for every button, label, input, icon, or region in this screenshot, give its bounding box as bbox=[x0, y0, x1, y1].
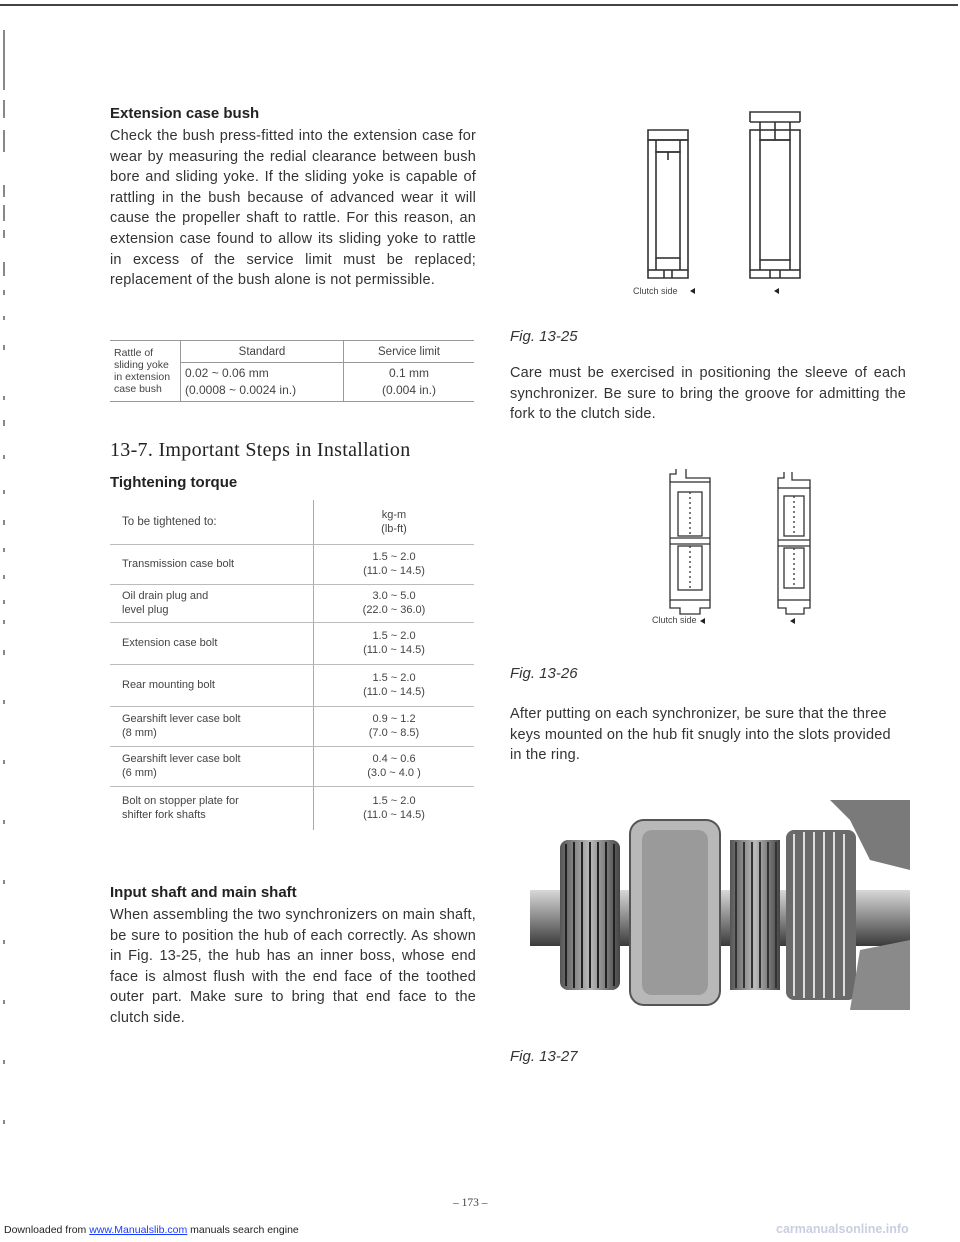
torque-row-value bbox=[314, 786, 475, 830]
value-kgm: 0.4 ~ 0.6 bbox=[372, 753, 416, 765]
clutch-side-arrow-icon bbox=[790, 618, 795, 624]
value-kgm: 1.5 ~ 2.0 bbox=[372, 672, 416, 684]
value-lbft: (11.0 ~ 14.5) bbox=[363, 644, 425, 656]
item-line2: shifter fork shafts bbox=[122, 809, 206, 822]
value-lbft: (11.0 ~ 14.5) bbox=[363, 809, 425, 822]
value-kgm: 1.5 ~ 2.0 bbox=[372, 551, 416, 563]
download-footer bbox=[4, 1224, 299, 1236]
value-lbft: (22.0 ~ 36.0) bbox=[362, 604, 426, 616]
torque-row-item bbox=[110, 706, 314, 746]
bush-standard-in: (0.0008 ~ 0.0024 in.) bbox=[185, 383, 297, 397]
care-paragraph: Care must be exercised in positioning the sleeve of each synchronizer. Be sure to bring the groove for admitting the fork to the clutch side. bbox=[510, 365, 906, 423]
fig-13-26-diagram bbox=[660, 466, 850, 626]
torque-header-unit-kgm: kg-m bbox=[381, 508, 407, 521]
page-number: – 173 – bbox=[453, 1197, 488, 1209]
value-kgm: 1.5 ~ 2.0 bbox=[372, 630, 416, 642]
bush-limit-value bbox=[344, 363, 475, 402]
tightening-torque-heading: Tightening torque bbox=[110, 474, 238, 491]
torque-table bbox=[110, 500, 474, 830]
torque-row-item bbox=[110, 584, 314, 622]
fig-13-25-diagram bbox=[600, 100, 860, 310]
fig-13-27-photo bbox=[530, 800, 910, 1010]
value-lbft: (11.0 ~ 14.5) bbox=[363, 686, 425, 698]
value-lbft: (11.0 ~ 14.5) bbox=[363, 565, 425, 577]
bush-standard-value bbox=[181, 363, 344, 402]
value-lbft: (7.0 ~ 8.5) bbox=[368, 727, 420, 739]
torque-row-value bbox=[314, 622, 475, 664]
fig-13-26-caption: Fig. 13-26 bbox=[510, 665, 578, 682]
bush-header-service-limit: Service limit bbox=[344, 341, 475, 363]
torque-row-item bbox=[110, 746, 314, 786]
section-title: 13-7. Important Steps in Installation bbox=[110, 439, 411, 461]
value-lbft: (3.0 ~ 4.0 ) bbox=[367, 767, 421, 779]
bush-limit-mm: 0.1 mm bbox=[388, 366, 429, 380]
item-line1: Bolt on stopper plate for bbox=[122, 795, 239, 808]
bush-row-label: Rattle of sliding yoke in extension case bush bbox=[110, 341, 181, 402]
extension-case-bush-paragraph: Check the bush press-fitted into the extension case for wear by measuring the redial clearance between bush bore and sliding yoke. If the sliding yoke is capable of rattling in the bush because of advanced wear it will cause the propeller shaft to rattle. For this reason, an extension case found to allow its sliding yoke to rattle in excess of the service limit must be replaced; replacement of the bush alone is not permissible. bbox=[110, 128, 476, 289]
fig-13-25-clutch-side-label: Clutch side bbox=[633, 286, 678, 296]
item-line2: (6 mm) bbox=[122, 767, 157, 779]
scan-margin-marks bbox=[0, 0, 12, 1242]
item-line1: Gearshift lever case bolt bbox=[122, 753, 241, 765]
item-line1: Rear mounting bolt bbox=[122, 679, 215, 691]
value-kgm: 1.5 ~ 2.0 bbox=[372, 795, 416, 808]
clutch-side-arrow-icon bbox=[774, 288, 779, 294]
item-line1: Extension case bolt bbox=[122, 637, 218, 649]
torque-header-unit bbox=[314, 500, 475, 544]
torque-row-value bbox=[314, 584, 475, 622]
item-line2: (8 mm) bbox=[122, 727, 157, 739]
torque-header-item: To be tightened to: bbox=[110, 500, 314, 544]
torque-row-item bbox=[110, 786, 314, 830]
torque-header-unit-lbft: (lb-ft) bbox=[381, 522, 407, 535]
torque-row-item bbox=[110, 622, 314, 664]
input-shaft-paragraph: When assembling the two synchronizers on main shaft, be sure to position the hub of each correctly. As shown in Fig. 13-25, the hub has an inner boss, whose end face is almost flush with the end face of the toothed outer part. Make sure to bring that end face to the clutch side. bbox=[110, 907, 476, 1026]
footer-suffix: manuals search engine bbox=[187, 1224, 299, 1236]
torque-row-value bbox=[314, 664, 475, 706]
clutch-side-arrow-icon bbox=[690, 288, 695, 294]
scan-top-border bbox=[0, 4, 958, 6]
manualslib-link[interactable]: www.Manualslib.com bbox=[89, 1224, 188, 1236]
bush-limit-in: (0.004 in.) bbox=[381, 383, 437, 397]
item-line2: level plug bbox=[122, 604, 169, 616]
bush-clearance-table bbox=[110, 340, 474, 402]
torque-row-value bbox=[314, 746, 475, 786]
after-paragraph: After putting on each synchronizer, be sure that the three keys mounted on the hub fit snugly into the slots provided in the ring. bbox=[510, 706, 891, 764]
input-shaft-heading: Input shaft and main shaft bbox=[110, 884, 297, 901]
torque-row-value bbox=[314, 706, 475, 746]
value-kgm: 0.9 ~ 1.2 bbox=[372, 713, 416, 725]
clutch-side-arrow-icon bbox=[700, 618, 705, 624]
bush-standard-mm: 0.02 ~ 0.06 mm bbox=[185, 366, 269, 380]
fig-13-27-caption: Fig. 13-27 bbox=[510, 1048, 578, 1065]
bush-header-standard: Standard bbox=[181, 341, 344, 363]
extension-case-bush-heading: Extension case bush bbox=[110, 105, 260, 122]
item-line1: Gearshift lever case bolt bbox=[122, 713, 241, 725]
torque-row-value bbox=[314, 544, 475, 584]
fig-13-25-caption: Fig. 13-25 bbox=[510, 328, 578, 345]
value-kgm: 3.0 ~ 5.0 bbox=[372, 590, 416, 602]
torque-row-item bbox=[110, 544, 314, 584]
watermark-text: carmanualsonline.info bbox=[776, 1222, 909, 1236]
torque-row-item bbox=[110, 664, 314, 706]
fig-13-26-clutch-side-label: Clutch side bbox=[652, 615, 697, 625]
footer-prefix: Downloaded from bbox=[4, 1224, 90, 1236]
item-line1: Oil drain plug and bbox=[122, 590, 209, 602]
item-line1: Transmission case bolt bbox=[122, 558, 235, 570]
